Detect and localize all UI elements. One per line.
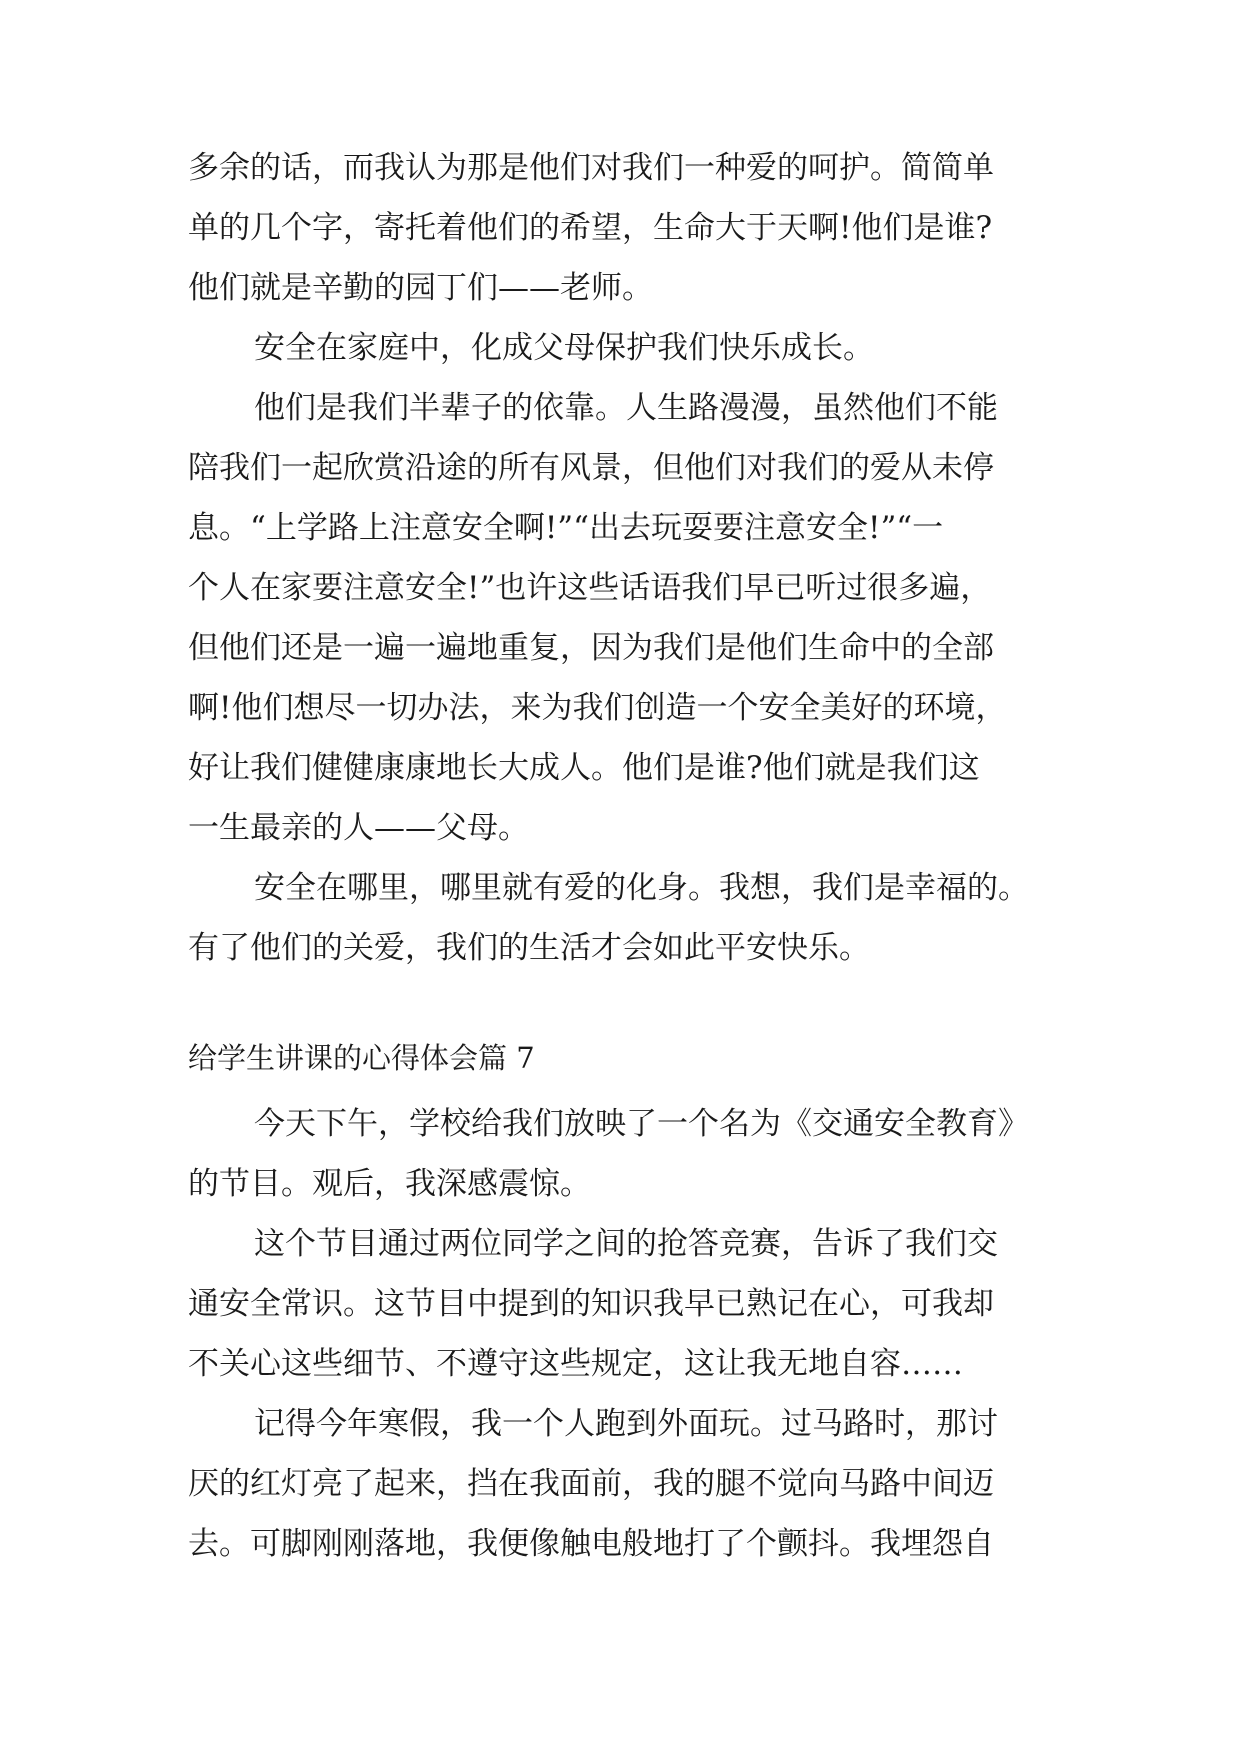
text-line: 今天下午，学校给我们放映了一个名为《交通安全教育》: [254, 1106, 1029, 1142]
body-text-block-1: [188, 138, 1068, 978]
text-line: 厌的红灯亮了起来，挡在我面前，我的腿不觉向马路中间迈: [188, 1466, 994, 1502]
text-line: 有了他们的关爱，我们的生活才会如此平安快乐。: [188, 930, 870, 966]
text-line: 啊!他们想尽一切办法，来为我们创造一个安全美好的环境，: [188, 690, 1007, 726]
text-line: 安全在哪里，哪里就有爱的化身。我想，我们是幸福的。: [254, 870, 1029, 906]
section-heading: 给学生讲课的心得体会篇 7: [188, 1041, 535, 1075]
text-line: 个人在家要注意安全!”也许这些话语我们早已听过很多遍，: [188, 570, 992, 606]
text-line: 的节目。观后，我深感震惊。: [188, 1166, 591, 1202]
text-line: 一生最亲的人——父母。: [188, 810, 529, 846]
text-line: 单的几个字，寄托着他们的希望，生命大于天啊!他们是谁?: [188, 210, 993, 246]
body-text-block-2: [188, 1094, 1068, 1574]
text-line: 去。可脚刚刚落地，我便像触电般地打了个颤抖。我埋怨自: [188, 1526, 994, 1562]
text-line: 但他们还是一遍一遍地重复，因为我们是他们生命中的全部: [188, 630, 994, 666]
text-line: 安全在家庭中，化成父母保护我们快乐成长。: [254, 330, 874, 366]
text-line: 不关心这些细节、不遵守这些规定，这让我无地自容……: [188, 1346, 963, 1382]
text-line: 多余的话，而我认为那是他们对我们一种爱的呵护。简简单: [188, 150, 994, 186]
text-line: 他们就是辛勤的园丁们——老师。: [188, 270, 653, 306]
text-line: 记得今年寒假，我一个人跑到外面玩。过马路时，那讨: [254, 1406, 998, 1442]
text-line: 息。“上学路上注意安全啊!”“出去玩耍要注意安全!”“一: [188, 510, 944, 546]
text-line: 他们是我们半辈子的依靠。人生路漫漫，虽然他们不能: [254, 390, 998, 426]
text-line: 通安全常识。这节目中提到的知识我早已熟记在心，可我却: [188, 1286, 994, 1322]
text-line: 好让我们健健康康地长大成人。他们是谁?他们就是我们这: [188, 750, 980, 786]
text-line: 陪我们一起欣赏沿途的所有风景，但他们对我们的爱从未停: [188, 450, 994, 486]
text-line: 这个节目通过两位同学之间的抢答竞赛，告诉了我们交: [254, 1226, 998, 1262]
